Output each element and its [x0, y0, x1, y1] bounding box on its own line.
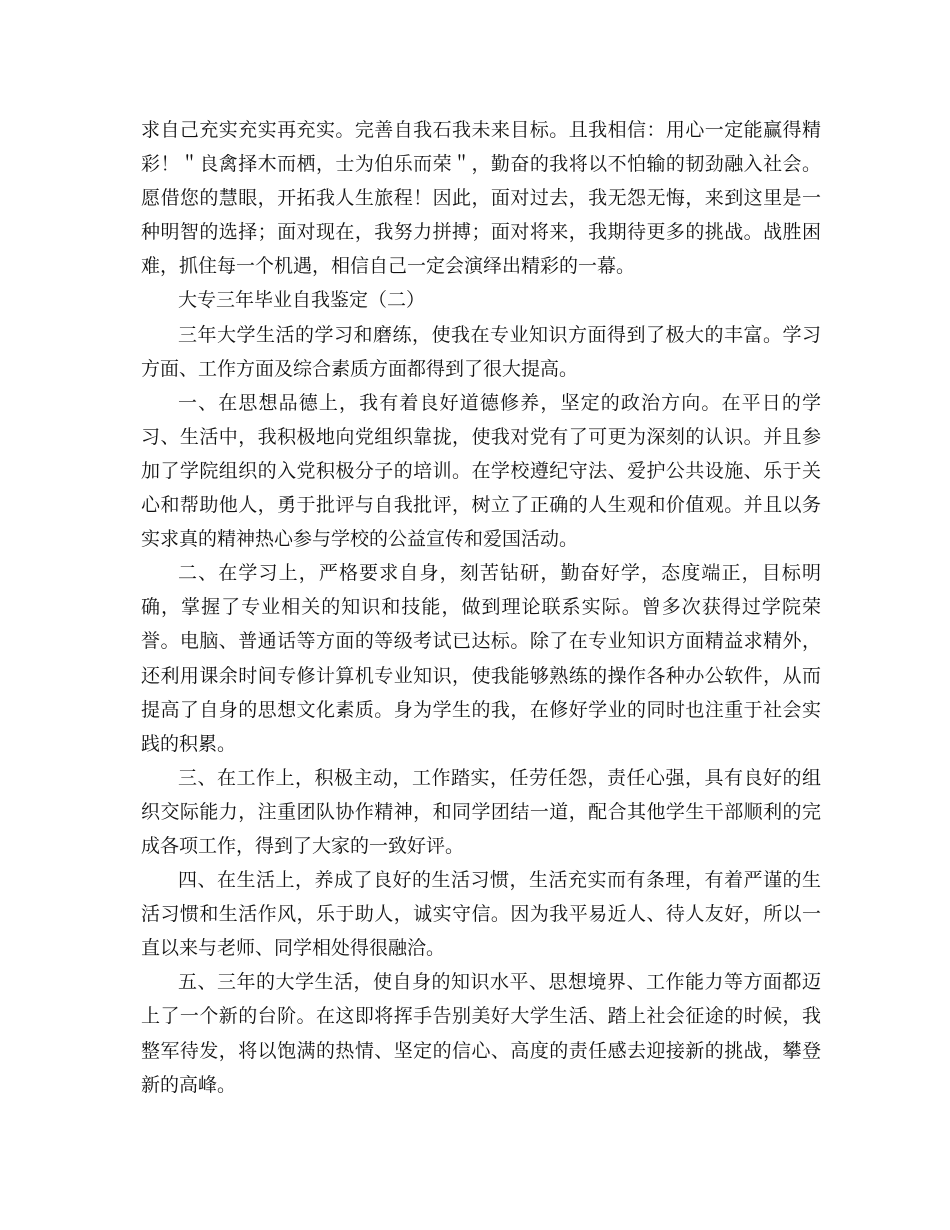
document-body	[141, 113, 821, 1102]
paragraph-conclusion: 五、三年的大学生活，使自身的知识水平、思想境界、工作能力等方面都迈上了一个新的台阶。在这即将挥手告别美好大学生活、踏上社会征途的时候，我整军待发，将以饱满的热情、坚定的信心、高度的责任感去迎接新的挑战，攀登新的高峰。	[141, 971, 821, 1096]
section-heading: 大专三年毕业自我鉴定（二）	[178, 289, 426, 312]
paragraph-ideology: 一、在思想品德上，我有着良好道德修养，坚定的政治方向。在平日的学习、生活中，我积极地向党组织靠拢，使我对党有了可更为深刻的认识。并且参加了学院组织的入党积极分子的培训。在学校遵纪守法、爱护公共设施、乐于关心和帮助他人，勇于批评与自我批评，树立了正确的人生观和价值观。并且以务实求真的精神热心参与学校的公益宣传和爱国活动。	[141, 391, 821, 551]
paragraph-life: 四、在生活上，养成了良好的生活习惯，生活充实而有条理，有着严谨的生活习惯和生活作风，乐于助人，诚实守信。因为我平易近人、待人友好，所以一直以来与老师、同学相处得很融洽。	[141, 869, 821, 960]
paragraph-study: 二、在学习上，严格要求自身，刻苦钻研，勤奋好学，态度端正，目标明确，掌握了专业相关的知识和技能，做到理论联系实际。曾多次获得过学院荣誉。电脑、普通话等方面的等级考试已达标。除了在专业知识方面精益求精外，还利用课余时间专修计算机专业知识，使我能够熟练的操作各种办公软件，从而提高了自身的思想文化素质。身为学生的我，在修好学业的同时也注重于社会实践的积累。	[141, 562, 821, 755]
paragraph-work: 三、在工作上，积极主动，工作踏实，任劳任怨，责任心强，具有良好的组织交际能力，注重团队协作精神，和同学团结一道，配合其他学生干部顺利的完成各项工作，得到了大家的一致好评。	[141, 766, 821, 857]
paragraph-continuation: 求自己充实充实再充实。完善自我石我未来目标。且我相信：用心一定能赢得精彩！＂良禽择木而栖，士为伯乐而荣＂，勤奋的我将以不怕输的韧劲融入社会。愿借您的慧眼，开拓我人生旅程！因此，面对过去，我无怨无悔，来到这里是一种明智的选择；面对现在，我努力拼搏；面对将来，我期待更多的挑战。战胜困难，抓住每一个机遇，相信自己一定会演绎出精彩的一幕。	[141, 119, 821, 278]
paragraph-intro: 三年大学生活的学习和磨练，使我在专业知识方面得到了极大的丰富。学习方面、工作方面及综合素质方面都得到了很大提高。	[141, 323, 821, 380]
